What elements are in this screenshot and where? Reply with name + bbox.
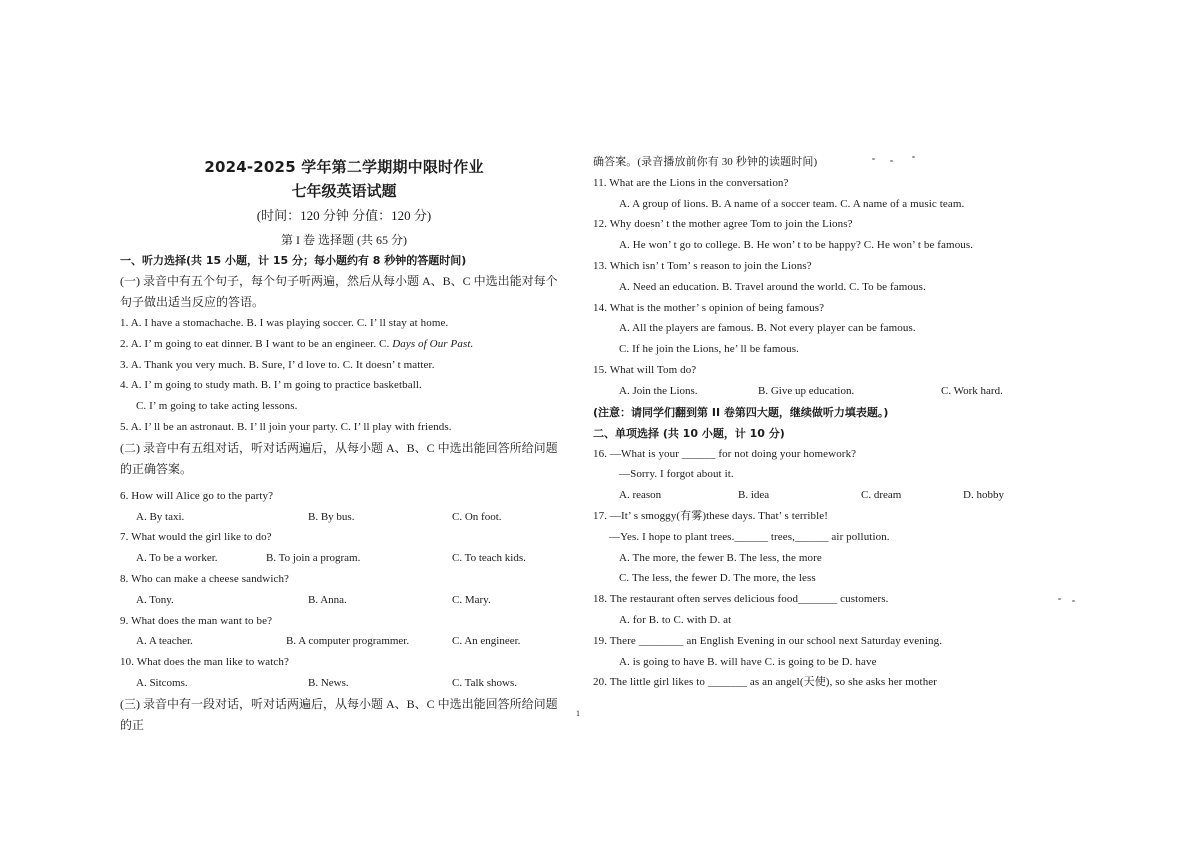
question-18: 18. The restaurant often serves delicious food_______ customers. xyxy=(593,593,889,606)
question-17: 17. —It’ s smoggy(有雾)these days. That’ s terrible! xyxy=(593,509,829,522)
question-15-options xyxy=(593,381,1043,402)
question-2-title: Days of Our Past. xyxy=(392,337,474,350)
option-c: C. On foot. xyxy=(452,510,502,523)
question-9: 9. What does the man want to be? xyxy=(120,614,273,627)
section-listening-title: 一、听力选择(共 15 小题，计 15 分；每小题约有 8 秒钟的答题时间) xyxy=(120,254,467,267)
page-number: 1 xyxy=(576,709,580,718)
question-7: 7. What would the girl like to do? xyxy=(120,531,272,544)
right-column xyxy=(593,152,1043,693)
question-1: 1. A. I have a stomachache. B. I was playing soccer. C. I’ ll stay at home. xyxy=(120,317,449,329)
question-10: 10. What does the man like to watch? xyxy=(120,656,289,669)
question-16: 16. —What is your ______ for not doing your homework? xyxy=(593,447,857,460)
scan-speck xyxy=(890,160,893,162)
option-b: B. Anna. xyxy=(308,593,347,606)
scan-speck xyxy=(1072,600,1075,602)
question-16-reply: —Sorry. I forgot about it. xyxy=(619,468,734,481)
left-column xyxy=(120,155,565,736)
question-10-options xyxy=(120,673,565,694)
question-6: 6. How will Alice go to the party? xyxy=(120,489,274,502)
question-14: 14. What is the mother’ s opinion of being famous? xyxy=(593,301,825,314)
scan-speck xyxy=(872,158,875,160)
listening-part-1-instructions: (一) 录音中有五个句子，每个句子听两遍，然后从每小题 A、B、C 中选出能对每个句子做出适当反应的答语。 xyxy=(120,274,558,309)
section-single-choice-title: 二、单项选择 (共 10 小题，计 10 分) xyxy=(593,426,785,440)
question-7-options xyxy=(120,548,565,569)
question-20: 20. The little girl likes to _______ as an angel(天使), so she asks her mother xyxy=(593,676,938,689)
listening-part-3-instructions: (三) 录音中有一段对话，听对话两遍后，从每小题 A、B、C 中选出能回答所给问题的正 xyxy=(120,696,558,732)
question-15: 15. What will Tom do? xyxy=(593,363,697,376)
exam-subtitle: 七年级英语试题 xyxy=(291,182,397,200)
question-17-reply: —Yes. I hope to plant trees.______ trees,______ air pollution. xyxy=(609,530,890,543)
question-17-options-cd: C. The less, the fewer D. The more, the less xyxy=(619,572,816,585)
scan-speck xyxy=(912,156,915,158)
option-c: C. To teach kids. xyxy=(452,552,526,565)
question-4: 4. A. I’ m going to study math. B. I’ m going to practice basketball. xyxy=(120,379,422,392)
option-a: A. A teacher. xyxy=(136,635,193,648)
option-b: B. News. xyxy=(308,676,349,689)
option-a: A. To be a worker. xyxy=(136,552,218,565)
option-c: C. dream xyxy=(861,489,902,502)
option-b: B. A computer programmer. xyxy=(286,635,410,648)
question-14-options-ab: A. All the players are famous. B. Not every player can be famous. xyxy=(619,322,916,335)
turn-page-note: (注意：请同学们翻到第 II 卷第四大题，继续做听力填表题。) xyxy=(593,405,889,419)
option-a: A. Sitcoms. xyxy=(136,676,188,689)
question-2-text: 2. A. I’ m going to eat dinner. B I want to be an engineer. C. xyxy=(120,337,393,350)
question-17-options-ab: A. The more, the fewer B. The less, the more xyxy=(619,551,822,564)
question-14-option-c: C. If he join the Lions, he’ ll be famous. xyxy=(619,343,799,356)
option-b: B. Give up education. xyxy=(758,384,855,397)
question-12: 12. Why doesn’ t the mother agree Tom to join the Lions? xyxy=(593,218,853,231)
question-8: 8. Who can make a cheese sandwich? xyxy=(120,572,290,585)
option-c: C. An engineer. xyxy=(452,635,521,648)
option-c: C. Talk shows. xyxy=(452,676,518,689)
option-d: D. hobby xyxy=(963,489,1004,502)
question-19-options: A. is going to have B. will have C. is going to be D. have xyxy=(619,655,877,668)
question-8-options xyxy=(120,590,565,611)
exam-meta: (时间：120 分钟 分值：120 分) xyxy=(256,208,432,223)
option-a: A. reason xyxy=(619,489,662,502)
question-9-options xyxy=(120,631,565,652)
question-13-options: A. Need an education. B. Travel around the world. C. To be famous. xyxy=(619,280,926,293)
scan-speck xyxy=(1058,598,1061,600)
question-12-options: A. He won’ t go to college. B. He won’ t to be happy? C. He won’ t be famous. xyxy=(619,239,974,252)
option-a: A. By taxi. xyxy=(136,510,185,523)
question-3: 3. A. Thank you very much. B. Sure, I’ d love to. C. It doesn’ t matter. xyxy=(120,358,435,371)
question-18-options: A. for B. to C. with D. at xyxy=(619,613,732,626)
part-title: 第 I 卷 选择题 (共 65 分) xyxy=(281,233,407,247)
question-11-options: A. A group of lions. B. A name of a soccer team. C. A name of a music team. xyxy=(619,197,965,210)
option-c: C. Work hard. xyxy=(941,384,1003,397)
question-11: 11. What are the Lions in the conversation? xyxy=(593,176,789,189)
exam-title: 2024-2025 学年第二学期期中限时作业 xyxy=(204,158,484,176)
option-b: B. idea xyxy=(738,489,770,502)
option-b: B. To join a program. xyxy=(266,552,361,565)
question-5: 5. A. I’ ll be an astronaut. B. I’ ll join your party. C. I’ ll play with friends. xyxy=(120,420,452,433)
question-2 xyxy=(120,334,565,355)
option-c: C. Mary. xyxy=(452,593,491,606)
option-b: B. By bus. xyxy=(308,510,355,523)
option-a: A. Tony. xyxy=(136,593,174,606)
question-19: 19. There ________ an English Evening in our school next Saturday evening. xyxy=(593,634,943,647)
listening-part-3-continued: 确答案。(录音播放前你有 30 秒钟的读题时间) xyxy=(593,156,818,168)
listening-part-2-instructions: (二) 录音中有五组对话，听对话两遍后，从每小题 A、B、C 中选出能回答所给问题的正确答案。 xyxy=(120,440,558,476)
question-6-options xyxy=(120,507,565,528)
question-16-options xyxy=(593,485,1043,506)
option-a: A. Join the Lions. xyxy=(619,384,698,397)
question-13: 13. Which isn’ t Tom’ s reason to join the Lions? xyxy=(593,259,812,272)
question-4-option-c: C. I’ m going to take acting lessons. xyxy=(136,400,298,413)
